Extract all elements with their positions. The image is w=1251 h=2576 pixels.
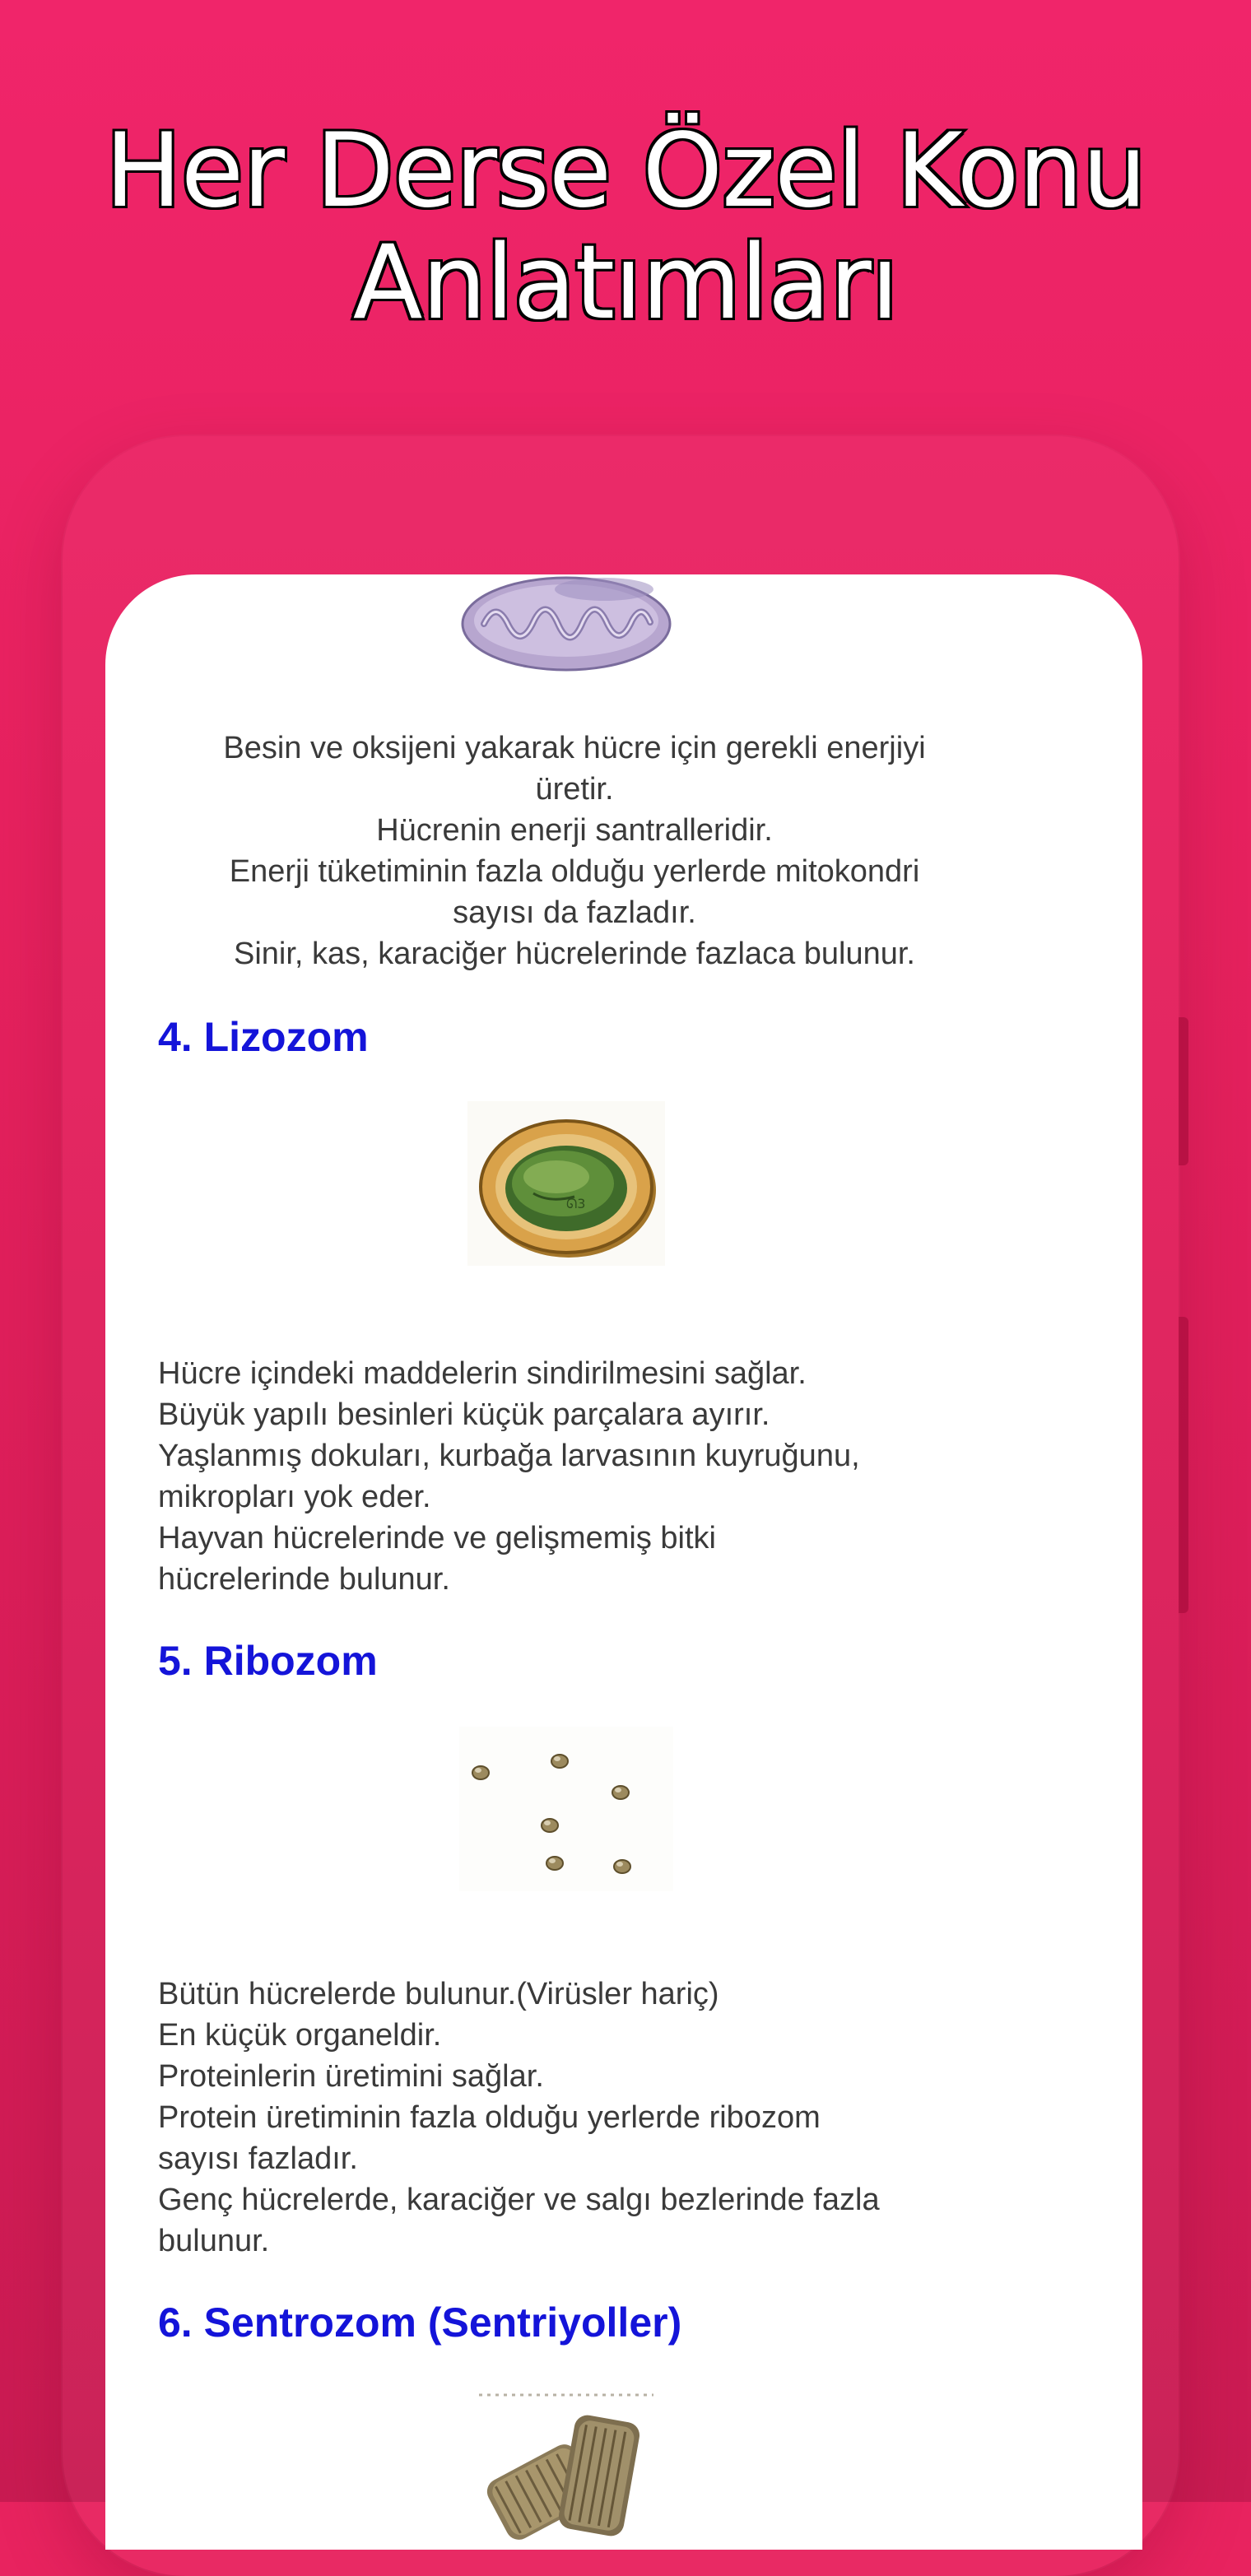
svg-text:ᘏ3: ᘏ3: [566, 1196, 586, 1211]
text-line: En küçük organeldir.: [158, 2018, 442, 2053]
text-line: hücrelerinde bulunur.: [158, 1562, 450, 1597]
lesson-content[interactable]: [105, 574, 1142, 2550]
section-heading-lysosome: 4. Lizozom: [158, 1014, 369, 1060]
text-line: mikropları yok eder.: [158, 1480, 431, 1514]
text-line: Bütün hücrelerde bulunur.(Virüsler hariç): [158, 1977, 719, 2011]
text-line: Yaşlanmış dokuları, kurbağa larvasının kuyruğunu,: [158, 1439, 860, 1473]
text-line: bulunur.: [158, 2224, 270, 2258]
mitochondria-illustration-icon: [459, 574, 673, 690]
ribosome-description: [158, 1974, 880, 2262]
text-line: sayısı fazladır.: [158, 2141, 358, 2176]
phone-screen[interactable]: [105, 574, 1142, 2550]
text-line: Büyük yapılı besinleri küçük parçalara ayırır.: [158, 1397, 770, 1432]
text-line: üretir.: [535, 772, 614, 807]
text-line: Hayvan hücrelerinde ve gelişmemiş bitki: [158, 1521, 716, 1555]
headline-line-1: Her Derse Özel Konu: [105, 112, 1146, 230]
phone-side-button-lower: [1179, 1317, 1188, 1613]
phone-side-button-upper: [1179, 1017, 1188, 1165]
lysosome-illustration-icon: [467, 1101, 665, 1266]
ribosome-illustration-icon: [459, 1727, 673, 1891]
promo-headline: [0, 112, 1251, 342]
section-heading-centrosome: 6. Sentrozom (Sentriyoller): [158, 2299, 682, 2346]
mitochondria-description: [105, 728, 1044, 974]
text-line: Genç hücrelerde, karaciğer ve salgı bezlerinde fazla: [158, 2183, 880, 2217]
text-line: Protein üretiminin fazla olduğu yerlerde ribozom: [158, 2100, 821, 2135]
text-line: Besin ve oksijeni yakarak hücre için gerekli enerjiyi: [223, 731, 926, 765]
text-line: Hücre içindeki maddelerin sindirilmesini sağlar.: [158, 1356, 807, 1391]
lysosome-description: [158, 1353, 860, 1600]
text-line: Enerji tüketiminin fazla olduğu yerlerde mitokondri: [229, 854, 920, 889]
headline-line-2: Anlatımları: [352, 224, 899, 342]
centrosome-illustration-icon: [467, 2385, 665, 2550]
text-line: Sinir, kas, karaciğer hücrelerinde fazlaca bulunur.: [233, 937, 915, 971]
text-line: Hücrenin enerji santralleridir.: [376, 813, 773, 848]
text-line: sayısı da fazladır.: [453, 895, 696, 930]
section-heading-ribosome: 5. Ribozom: [158, 1638, 378, 1684]
text-line: Proteinlerin üretimini sağlar.: [158, 2059, 544, 2094]
